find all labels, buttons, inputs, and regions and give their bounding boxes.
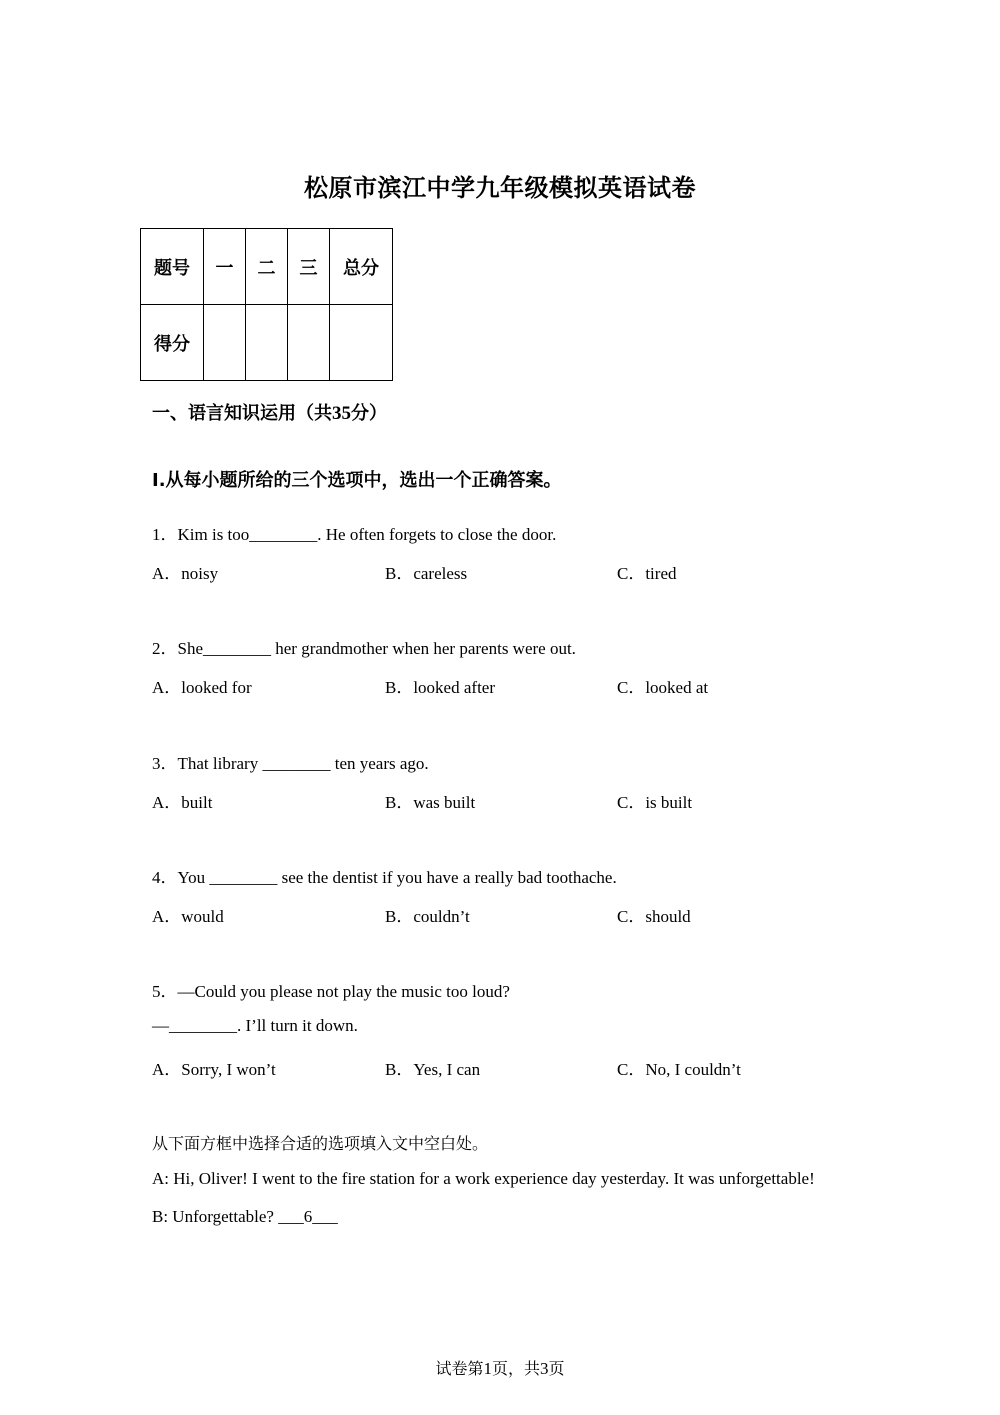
footer-text: 页: [548, 1359, 565, 1378]
option-b: B．couldn’t: [385, 907, 470, 926]
part-heading: Ⅰ.从每小题所给的三个选项中，选出一个正确答案。: [152, 470, 562, 491]
score-table-row-label: 得分: [141, 305, 204, 381]
option-c: C．No, I couldn’t: [617, 1060, 741, 1079]
score-table: [140, 228, 393, 381]
option-b: B．looked after: [385, 678, 495, 697]
dialogue-line: A: Hi, Oliver! I went to the fire station for a work experience day yesterday. It was unforgettable!: [152, 1169, 815, 1188]
score-cell: [288, 305, 330, 381]
score-cell: [246, 305, 288, 381]
option-c: C．is built: [617, 793, 693, 812]
footer-text: 试卷第: [435, 1359, 484, 1378]
score-table-header-cell: 总分: [330, 229, 393, 305]
question-stem: 1．Kim is too________. He often forgets to close the door.: [152, 525, 557, 544]
question-stem: 5．—Could you please not play the music too loud?: [152, 982, 510, 1001]
option-a: A．noisy: [152, 564, 219, 583]
footer-text: 页，共: [491, 1359, 540, 1378]
option-a: A．would: [152, 907, 224, 926]
score-cell: [204, 305, 246, 381]
section-heading-prefix: 一、语言知识运用（共: [152, 403, 332, 424]
score-table-header-row: [141, 229, 393, 305]
footer-page-number: 1: [483, 1359, 492, 1378]
footer-total-pages: 3: [540, 1359, 549, 1378]
option-c: C．should: [617, 907, 691, 926]
option-a: A．Sorry, I won’t: [152, 1060, 276, 1079]
score-cell: [330, 305, 393, 381]
option-a: A．looked for: [152, 678, 252, 697]
option-b: B．was built: [385, 793, 476, 812]
option-b: B．Yes, I can: [385, 1060, 481, 1079]
score-table-header-cell: 一: [204, 229, 246, 305]
option-c: C．looked at: [617, 678, 709, 697]
question-stem: 4．You ________ see the dentist if you have a really bad toothache.: [152, 868, 617, 887]
question-stem-response: —________. I’ll turn it down.: [152, 1016, 358, 1035]
option-b: B．careless: [385, 564, 468, 583]
question-stem: 3．That library ________ ten years ago.: [152, 754, 429, 773]
score-table-header-cell: 题号: [141, 229, 204, 305]
question-stem: 2．She________ her grandmother when her parents were out.: [152, 639, 576, 658]
section-points: 35: [332, 403, 351, 424]
section-heading-suffix: 分）: [351, 403, 387, 424]
dialogue-line: B: Unforgettable? ___6___: [152, 1207, 338, 1226]
option-a: A．built: [152, 793, 213, 812]
section-heading: [152, 399, 387, 425]
score-table-score-row: [141, 305, 393, 381]
score-table-header-cell: 二: [246, 229, 288, 305]
score-table-header-cell: 三: [288, 229, 330, 305]
exam-title: 松原市滨江中学九年级模拟英语试卷: [304, 174, 696, 202]
fill-in-instruction: 从下面方框中选择合适的选项填入文中空白处。: [152, 1134, 489, 1153]
option-c: C．tired: [617, 564, 677, 583]
page-footer: [0, 1356, 1000, 1379]
